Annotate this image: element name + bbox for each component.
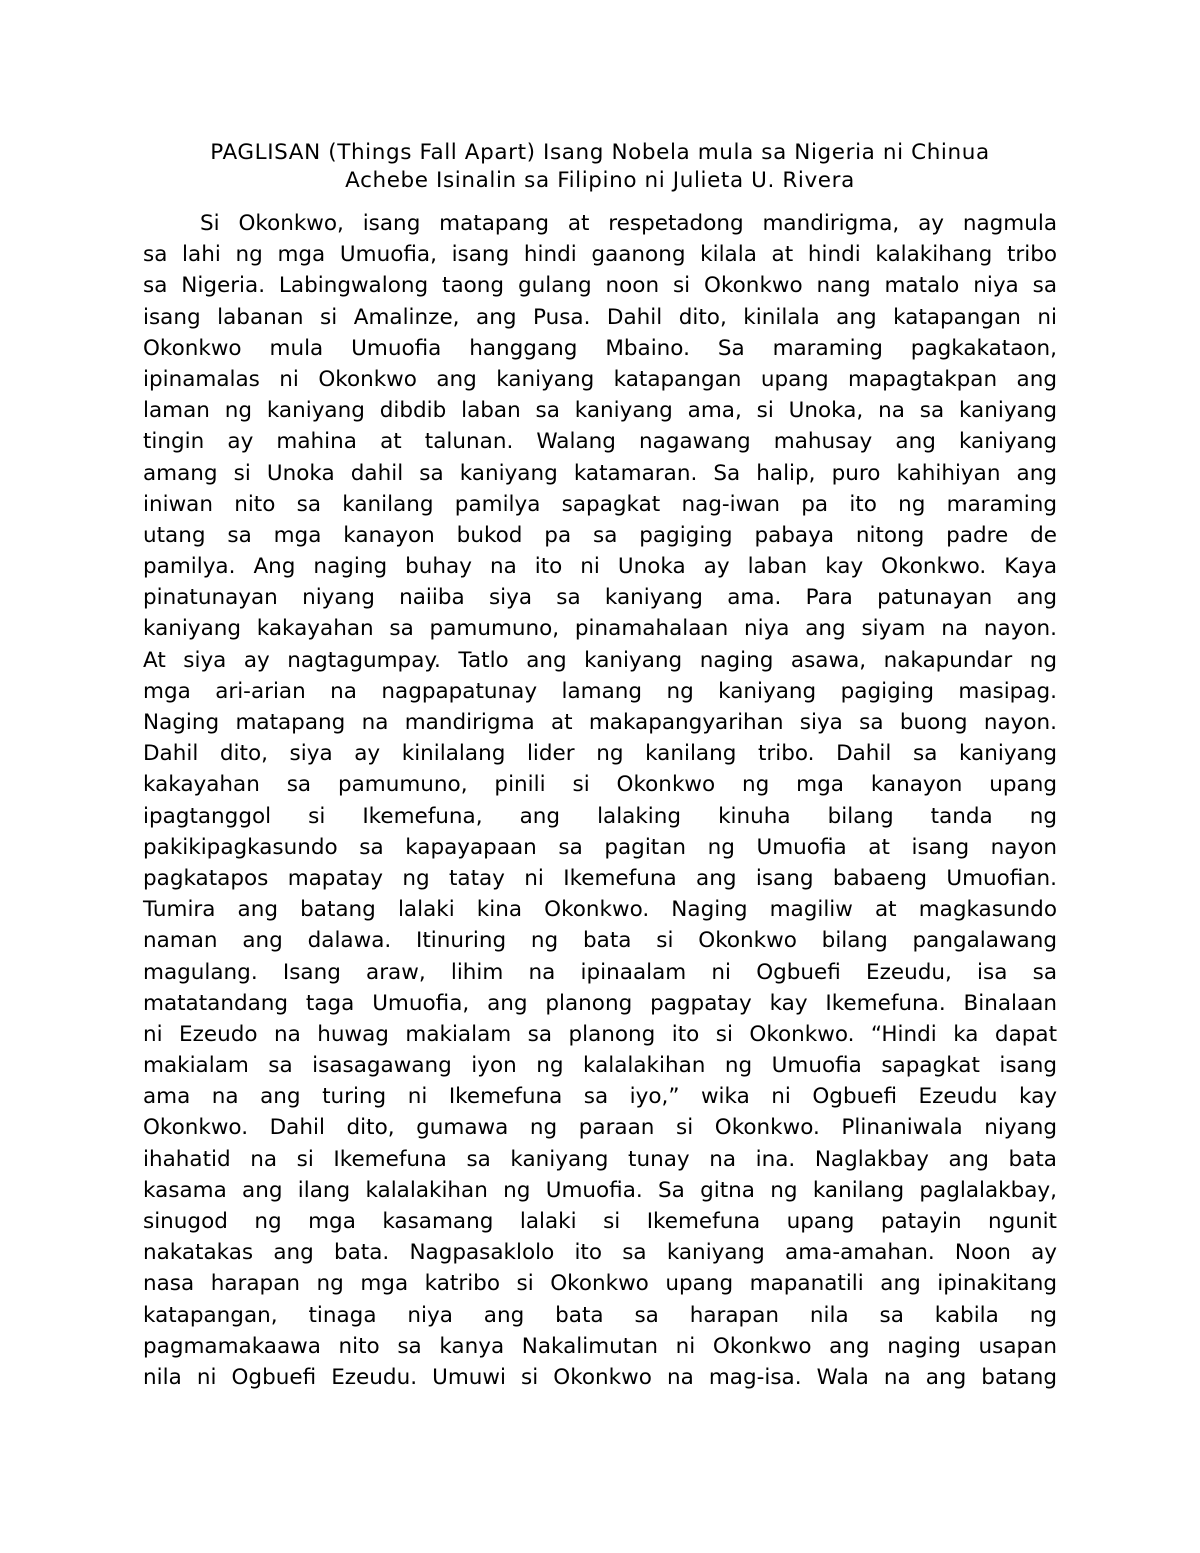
text-line: laman ng kaniyang dibdib laban sa kaniyang ama, si Unoka, na sa kaniyang (143, 398, 1057, 424)
text-line: isang labanan si Amalinze, ang Pusa. Dahil dito, kinilala ang katapangan ni (143, 304, 1057, 330)
title-line-1: PAGLISAN (Things Fall Apart) Isang Nobela mula sa Nigeria ni Chinua (210, 140, 990, 165)
text-line: kaniyang kakayahan sa pamumuno, pinamahalaan niya ang siyam na nayon. (143, 616, 1057, 642)
text-line: sa Nigeria. Labingwalong taong gulang noon si Okonkwo nang matalo niya sa (143, 273, 1057, 299)
text-line: kakayahan sa pamumuno, pinili si Okonkwo ng mga kanayon upang (143, 772, 1057, 798)
text-line: magulang. Isang araw, lihim na ipinaalam ni Ogbuefi Ezeudu, isa sa (143, 959, 1057, 985)
text-line: sa lahi ng mga Umuofia, isang hindi gaanong kilala at hindi kalakihang tribo (143, 242, 1057, 268)
body-paragraph (143, 208, 1057, 1393)
text-line: pakikipagkasundo sa kapayapaan sa pagitan ng Umuofia at isang nayon (143, 834, 1057, 860)
text-line: ipagtanggol si Ikemefuna, ang lalaking kinuha bilang tanda ng (143, 803, 1057, 829)
text-line: iniwan nito sa kanilang pamilya sapagkat nag-iwan pa ito ng maraming (143, 491, 1057, 517)
text-line: ipinamalas ni Okonkwo ang kaniyang katapangan upang mapagtakpan ang (143, 366, 1057, 392)
text-line: nakatakas ang bata. Nagpasaklolo ito sa kaniyang ama-amahan. Noon ay (143, 1240, 1057, 1266)
text-line: pagmamakaawa nito sa kanya Nakalimutan ni Okonkwo ang naging usapan (143, 1333, 1057, 1359)
text-line: pagkatapos mapatay ng tatay ni Ikemefuna ang isang babaeng Umuofian. (143, 865, 1057, 891)
text-line: nila ni Ogbuefi Ezeudu. Umuwi si Okonkwo na mag-isa. Wala na ang batang (143, 1364, 1057, 1390)
document-title (143, 139, 1057, 195)
text-line: kasama ang ilang kalalakihan ng Umuofia. Sa gitna ng kanilang paglalakbay, (143, 1177, 1057, 1203)
text-line: amang si Unoka dahil sa kaniyang katamaran. Sa halip, puro kahihiyan ang (143, 460, 1057, 486)
text-line: Okonkwo mula Umuofia hanggang Mbaino. Sa maraming pagkakataon, (143, 335, 1057, 361)
text-line: tingin ay mahina at talunan. Walang nagawang mahusay ang kaniyang (143, 429, 1057, 455)
text-line: ama na ang turing ni Ikemefuna sa iyo,” wika ni Ogbuefi Ezeudu kay (143, 1084, 1057, 1110)
text-line: matatandang taga Umuofia, ang planong pagpatay kay Ikemefuna. Binalaan (143, 990, 1057, 1016)
text-line: sinugod ng mga kasamang lalaki si Ikemefuna upang patayin ngunit (143, 1209, 1057, 1234)
text-line: Naging matapang na mandirigma at makapangyarihan siya sa buong nayon. (143, 710, 1057, 735)
text-line: Okonkwo. Dahil dito, gumawa ng paraan si Okonkwo. Plinaniwala niyang (143, 1115, 1057, 1141)
text-line: makialam sa isasagawang iyon ng kalalakihan ng Umuofia sapagkat isang (143, 1053, 1057, 1079)
text-line: utang sa mga kanayon bukod pa sa pagiging pabaya nitong padre de (143, 522, 1057, 548)
text-line: katapangan, tinaga niya ang bata sa harapan nila sa kabila ng (143, 1302, 1057, 1328)
text-line: Dahil dito, siya ay kinilalang lider ng kanilang tribo. Dahil sa kaniyang (143, 741, 1057, 767)
text-line: pamilya. Ang naging buhay na ito ni Unoka ay laban kay Okonkwo. Kaya (143, 554, 1057, 580)
text-line: naman ang dalawa. Itinuring ng bata si Okonkwo bilang pangalawang (143, 928, 1057, 954)
text-line: pinatunayan niyang naiiba siya sa kaniyang ama. Para patunayan ang (143, 585, 1057, 611)
text-line: At siya ay nagtagumpay. Tatlo ang kaniyang naging asawa, nakapundar ng (143, 647, 1057, 673)
text-line: ni Ezeudo na huwag makialam sa planong ito si Okonkwo. “Hindi ka dapat (143, 1021, 1057, 1047)
title-line-2: Achebe Isinalin sa Filipino ni Julieta U. Rivera (345, 168, 855, 193)
text-line: Tumira ang batang lalaki kina Okonkwo. Naging magiliw at magkasundo (143, 897, 1057, 923)
text-line: ihahatid na si Ikemefuna sa kaniyang tunay na ina. Naglakbay ang bata (143, 1146, 1057, 1172)
text-line: Si Okonkwo, isang matapang at respetadong mandirigma, ay nagmula (200, 211, 1057, 236)
text-line: nasa harapan ng mga katribo si Okonkwo upang mapanatili ang ipinakitang (143, 1271, 1057, 1297)
text-line: mga ari-arian na nagpapatunay lamang ng kaniyang pagiging masipag. (143, 678, 1057, 704)
